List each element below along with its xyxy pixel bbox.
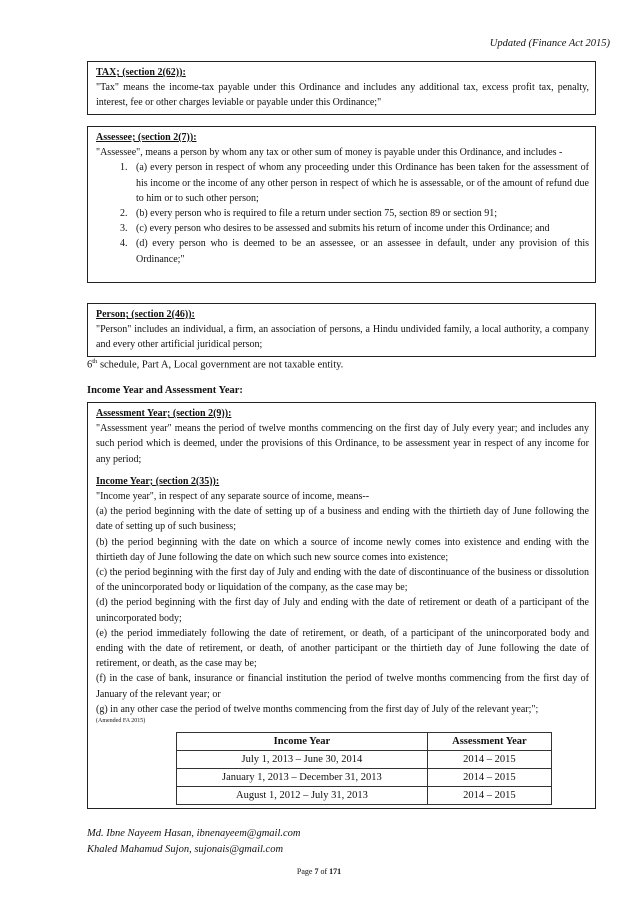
schedule-number: 6 — [87, 359, 93, 371]
page-footer — [87, 826, 300, 858]
page-number — [0, 867, 638, 876]
assessment-year-body: "Assessment year" means the period of twelve months commencing on the first day of July every year; and includes any such period which is deemed, under the provisions of this Ordinance, to be assessment year in respect of any income for any period; — [96, 423, 589, 465]
assessee-title: Assessee; (section 2(7)): — [96, 132, 197, 143]
income-year-intro: "Income year", in respect of any separate source of income, means-- — [96, 491, 370, 503]
tax-title: TAX; (section 2(62)): — [96, 67, 186, 78]
person-body: "Person" includes an individual, a firm, an association of persons, a Hindu undivided family, a local authority, a company and every other artificial juridical person; — [96, 324, 589, 351]
list-item: 1. (a) every person in respect of whom any proceeding under this Ordinance has been taken for the assessment of his income or the income of any other person in respect of which he is assessable, or of the amount of refund due to him or to such other person; — [130, 160, 589, 206]
table-cell: 2014 – 2015 — [427, 769, 551, 787]
income-clause: (g) in any other case the period of twelve months commencing from the first day of July of the relevant year;"; — [96, 703, 539, 715]
page-current: 7 — [314, 867, 319, 876]
table-header-row — [177, 733, 552, 751]
income-clause: (d) the period beginning with the first day of July and ending with the date of retirement or death of a participant of the unincorporated body; — [96, 597, 589, 624]
income-year-title: Income Year; (section 2(35)): — [96, 475, 220, 487]
income-clause: (f) in the case of bank, insurance or financial institution the period of twelve months commencing from the first day of January of the relevant year; or — [96, 673, 589, 700]
table-row — [177, 769, 552, 787]
page-header: Updated (Finance Act 2015) — [489, 38, 610, 49]
assessment-year-title: Assessment Year; (section 2(9)): — [96, 408, 232, 419]
author-line-1: Md. Ibne Nayeem Hasan, ibnenayeem@gmail.com — [87, 828, 301, 839]
assessee-body: "Assessee", means a person by whom any tax or other sum of money is payable under this Ordinance, and includes - — [96, 147, 563, 159]
table-header-cell: Income Year — [177, 733, 428, 751]
income-clause: (c) the period beginning with the first day of July and ending with the date of discontinuance of the business or dissolution of the unincorporated body or liquidation of the company, as the case may be; — [96, 567, 589, 594]
table-cell: July 1, 2013 – June 30, 2014 — [177, 751, 428, 769]
table-header-cell: Assessment Year — [427, 733, 551, 751]
assessee-list — [96, 160, 589, 266]
person-definition-box — [87, 303, 596, 357]
income-clause: (b) the period beginning with the date on which a source of income newly comes into existence and ending with the thirtieth day of June following the date on which such new source comes into existence; — [96, 536, 589, 563]
list-item: 2. (b) every person who is required to file a return under section 75, section 89 or section 91; — [130, 206, 589, 221]
list-item: 3. (c) every person who desires to be assessed and submits his return of income under this Ordinance; and — [130, 221, 589, 236]
schedule-text: schedule, Part A, Local government are not taxable entity. — [97, 359, 344, 371]
author-line-2: Khaled Mahamud Sujon, sujonais@gmail.com — [87, 844, 284, 855]
list-item: 4. (d) every person who is deemed to be an assessee, or an assessee in default, under any provision of this Ordinance;" — [130, 236, 589, 266]
income-clause: (e) the period immediately following the date of retirement, or death, of a participant of the unincorporated body and ending with the date of retirement, or death, of another participant or the thirtieth day of June following the date of retirement, or death, as the case may be; — [96, 627, 589, 670]
amended-note: (Amended FA 2015) — [96, 718, 146, 725]
schedule-note — [87, 358, 343, 371]
table-cell: August 1, 2012 – July 31, 2013 — [177, 787, 428, 805]
person-title: Person; (section 2(46)): — [96, 309, 195, 320]
section-heading: Income Year and Assessment Year: — [87, 385, 243, 396]
table-row — [177, 787, 552, 805]
table-row — [177, 751, 552, 769]
tax-body: "Tax" means the income-tax payable under this Ordinance and includes any additional tax, excess profit tax, penalty, interest, fee or other charges leviable or payable under this Ordinance;" — [96, 82, 589, 109]
table-cell: 2014 – 2015 — [427, 751, 551, 769]
tax-definition-box — [87, 61, 596, 115]
page-prefix: Page — [296, 867, 315, 876]
page-of: of — [318, 867, 330, 876]
income-clause: (a) the period beginning with the date of setting up of a business and ending with the thirtieth day of June following the date of setting up of such business; — [96, 506, 589, 533]
income-assessment-year-table — [176, 732, 552, 805]
schedule-suffix: th — [92, 358, 98, 365]
table-cell: 2014 – 2015 — [427, 787, 551, 805]
page-total: 171 — [329, 867, 342, 876]
assessee-definition-box — [87, 126, 596, 283]
table-cell: January 1, 2013 – December 31, 2013 — [177, 769, 428, 787]
